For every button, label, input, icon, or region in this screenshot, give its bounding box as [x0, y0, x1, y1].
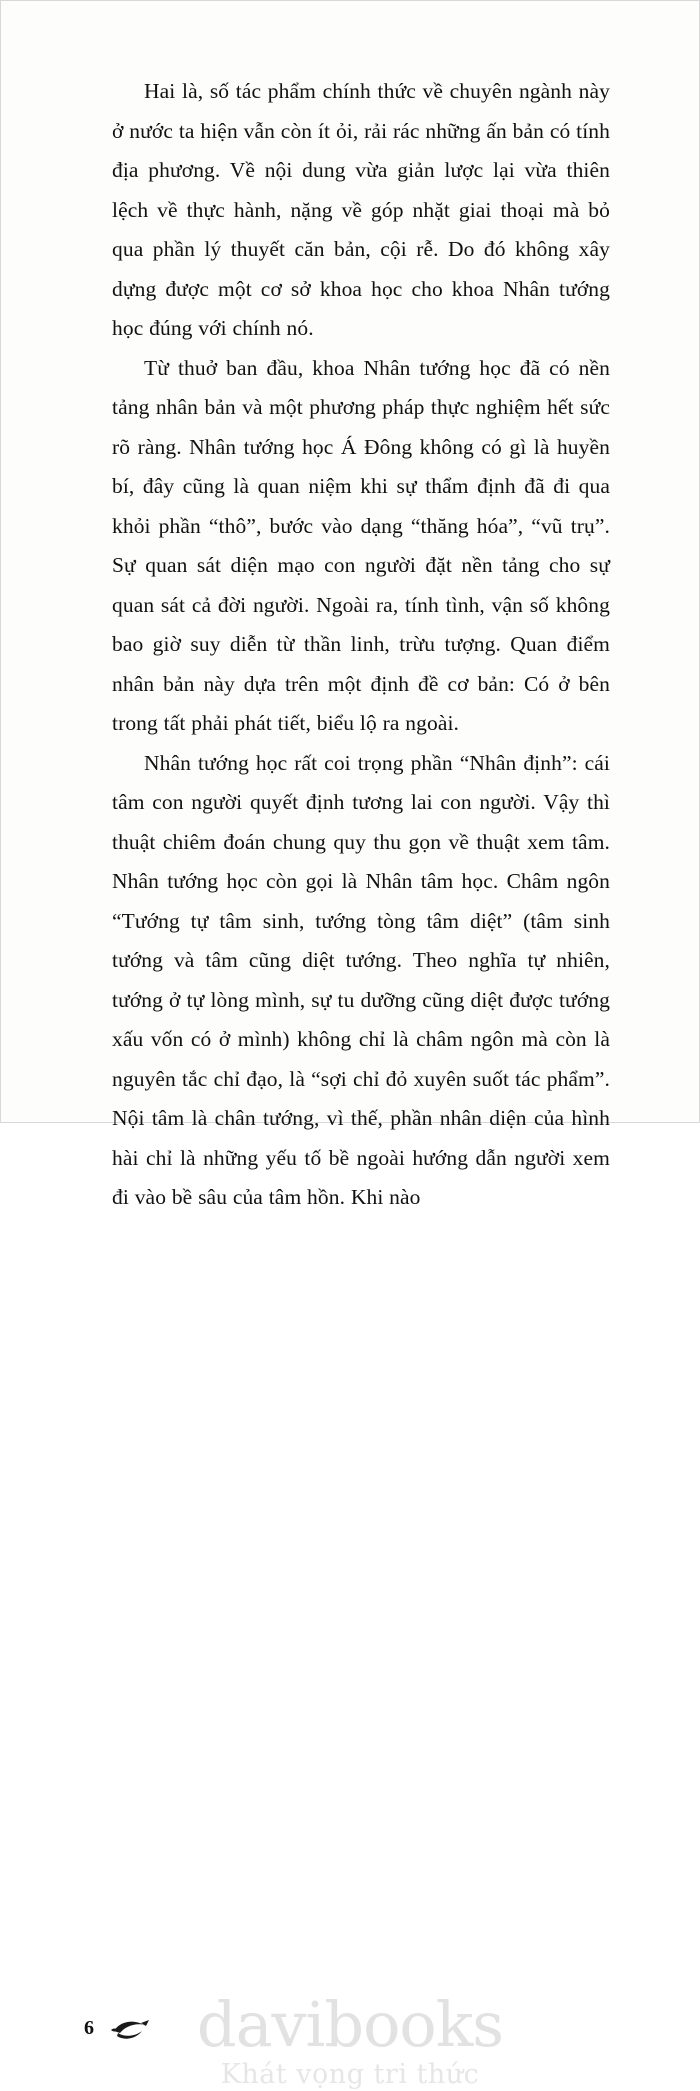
paragraph: Từ thuở ban đầu, khoa Nhân tướng học đã có nền tảng nhân bản và một phương pháp thực nghiệm hết sức rõ ràng. Nhân tướng học Á Đông không có gì là huyền bí, đây cũng là quan niệm khi sự thẩm định đã đi qua khỏi phần “thô”, bước vào dạng “thăng hóa”, “vũ trụ”. Sự quan sát diện mạo con người đặt nền tảng cho sự quan sát cả đời người. Ngoài ra, tính tình, vận số không bao giờ suy diễn từ thần linh, trừu tượng. Quan điểm nhân bản này dựa trên một định đề cơ bản: Có ở bên trong tất phải phát tiết, biểu lộ ra ngoài.	[112, 355, 610, 735]
paragraph: Hai là, số tác phẩm chính thức về chuyên ngành này ở nước ta hiện vẫn còn ít ỏi, rải rác những ấn bản có tính địa phương. Về nội dung vừa giản lược lại vừa thiên lệch về thực hành, nặng về góp nhặt giai thoại mà bỏ qua phần lý thuyết căn bản, cội rễ. Do đó không xây dựng được một cơ sở khoa học cho khoa Nhân tướng học đúng với chính nó.	[112, 79, 610, 340]
watermark	[0, 1988, 700, 2091]
paragraph: Nhân tướng học rất coi trọng phần “Nhân định”: cái tâm con người quyết định tương lai con người. Vậy thì thuật chiêm đoán chung quy thu gọn về thuật xem tâm. Nhân tướng học còn gọi là Nhân tâm học. Châm ngôn “Tướng tự tâm sinh, tướng tòng tâm diệt” (tâm sinh tướng và tâm cũng diệt tướng. Theo nghĩa tự nhiên, tướng ở tự lòng mình, sự tu dưỡng cũng diệt được tướng xấu vốn có ở mình) không chỉ là châm ngôn mà còn là nguyên tắc chỉ đạo, là “sợi chỉ đỏ xuyên suốt tác phẩm”. Nội tâm là chân tướng, vì thế, phần nhân diện của hình hài chỉ là những yếu tố bề ngoài hướng dẫn người xem đi vào bề sâu của tâm hồn. Khi nào	[112, 750, 610, 1209]
page-footer	[0, 993, 700, 2090]
watermark-sub-text: Khát vọng tri thức	[220, 2059, 480, 2090]
ornament-icon	[108, 2011, 152, 2045]
page-number: 6	[84, 2017, 94, 2039]
watermark-main-text: davibooks	[196, 1988, 504, 2061]
